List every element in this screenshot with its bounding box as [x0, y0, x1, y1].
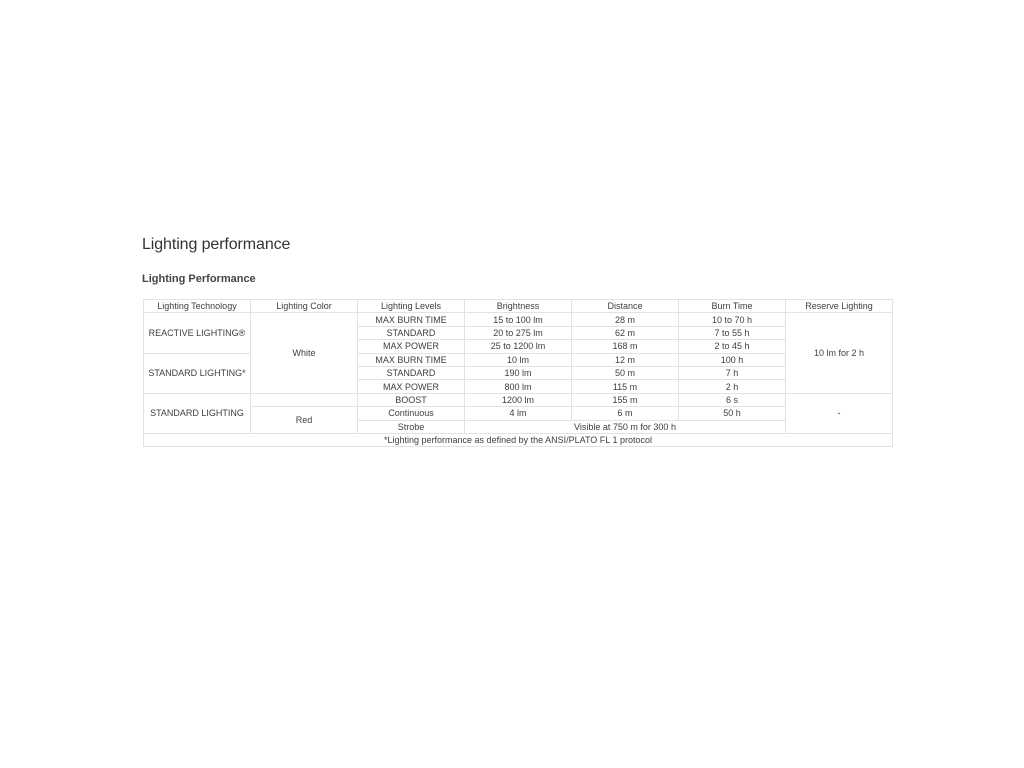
brightness-cell: 10 lm [465, 353, 572, 366]
level-cell: Continuous [358, 407, 465, 420]
footnote-row [144, 433, 893, 446]
section-title: Lighting Performance [142, 273, 256, 285]
brightness-cell: 1200 lm [465, 393, 572, 406]
burn-time-cell: 100 h [679, 353, 786, 366]
header-distance: Distance [572, 300, 679, 313]
table-header-row [144, 300, 893, 313]
distance-cell: 155 m [572, 393, 679, 406]
burn-time-cell: 7 h [679, 366, 786, 379]
brightness-cell: 15 to 100 lm [465, 313, 572, 326]
brightness-cell: 4 lm [465, 407, 572, 420]
header-reserve-lighting: Reserve Lighting [786, 300, 893, 313]
header-lighting-color: Lighting Color [251, 300, 358, 313]
distance-cell: 115 m [572, 380, 679, 393]
table-row [144, 393, 893, 406]
footnote-cell: *Lighting performance as defined by the ANSI/PLATO FL 1 protocol [144, 433, 893, 446]
color-white-boost-cell [251, 393, 358, 406]
level-cell: STANDARD [358, 366, 465, 379]
level-cell: MAX BURN TIME [358, 313, 465, 326]
technology-reactive-cell: REACTIVE LIGHTING® [144, 313, 251, 353]
burn-time-cell: 2 to 45 h [679, 340, 786, 353]
reserve-red-cell: - [786, 393, 893, 433]
distance-cell: 168 m [572, 340, 679, 353]
level-cell: MAX POWER [358, 380, 465, 393]
distance-cell: 28 m [572, 313, 679, 326]
strobe-merged-cell: Visible at 750 m for 300 h [465, 420, 786, 433]
burn-time-cell: 2 h [679, 380, 786, 393]
header-lighting-levels: Lighting Levels [358, 300, 465, 313]
color-white-cell: White [251, 313, 358, 393]
burn-time-cell: 6 s [679, 393, 786, 406]
page-title: Lighting performance [142, 236, 291, 253]
brightness-cell: 190 lm [465, 366, 572, 379]
color-red-cell: Red [251, 407, 358, 434]
header-lighting-technology: Lighting Technology [144, 300, 251, 313]
header-brightness: Brightness [465, 300, 572, 313]
table-row [144, 313, 893, 326]
brightness-cell: 20 to 275 lm [465, 326, 572, 339]
level-cell: MAX POWER [358, 340, 465, 353]
technology-standard-star-cell: STANDARD LIGHTING* [144, 353, 251, 393]
distance-cell: 6 m [572, 407, 679, 420]
technology-standard-cell: STANDARD LIGHTING [144, 393, 251, 433]
brightness-cell: 25 to 1200 lm [465, 340, 572, 353]
level-cell: STANDARD [358, 326, 465, 339]
level-cell: Strobe [358, 420, 465, 433]
burn-time-cell: 7 to 55 h [679, 326, 786, 339]
distance-cell: 12 m [572, 353, 679, 366]
level-cell: BOOST [358, 393, 465, 406]
burn-time-cell: 50 h [679, 407, 786, 420]
header-burn-time: Burn Time [679, 300, 786, 313]
reserve-white-cell: 10 lm for 2 h [786, 313, 893, 393]
level-cell: MAX BURN TIME [358, 353, 465, 366]
burn-time-cell: 10 to 70 h [679, 313, 786, 326]
brightness-cell: 800 lm [465, 380, 572, 393]
table-row [144, 407, 893, 420]
distance-cell: 62 m [572, 326, 679, 339]
lighting-performance-table [143, 299, 893, 447]
distance-cell: 50 m [572, 366, 679, 379]
